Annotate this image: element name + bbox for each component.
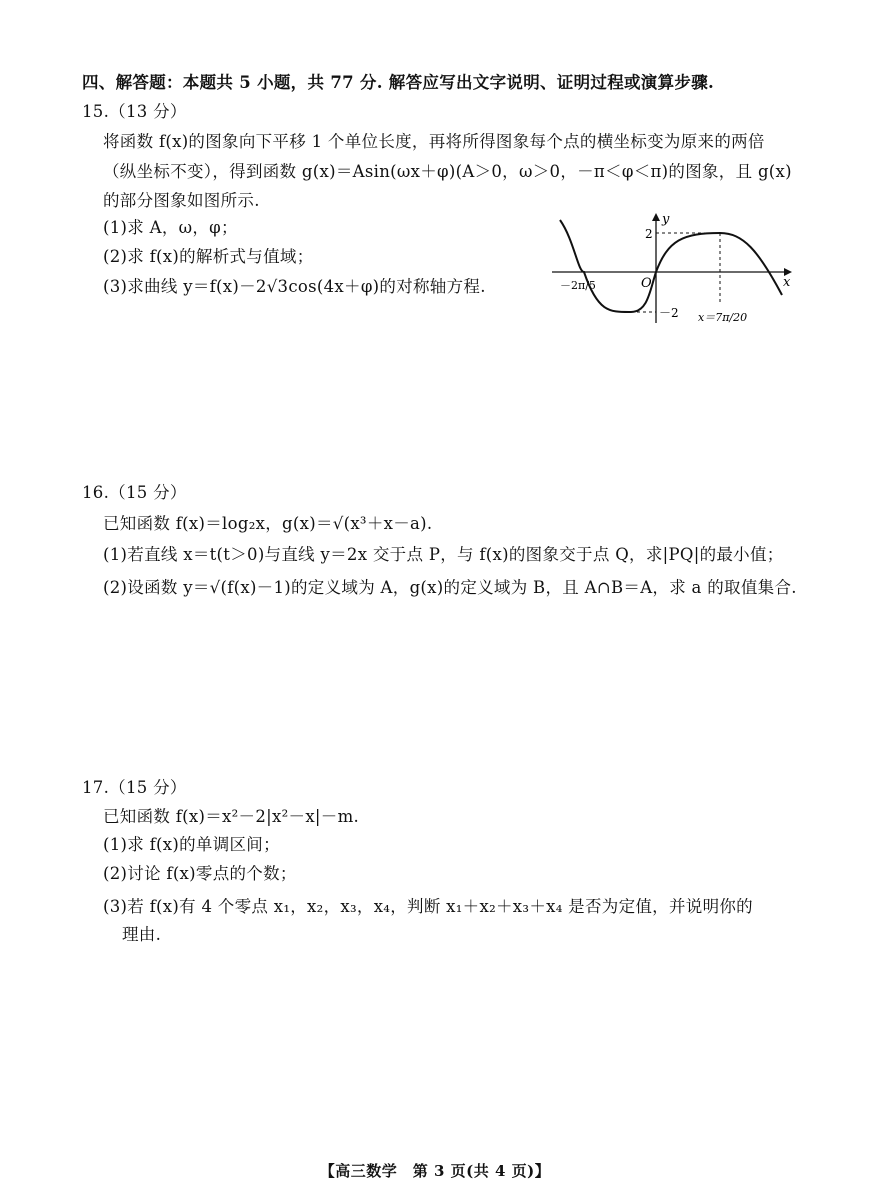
q15-stem-line2: （纵坐标不变），得到函数 g(x)＝Asin(ωx＋φ)(A＞0，ω＞0，－π＜φ＜π)的图象，且 g(x) (103, 162, 792, 181)
q17-part2: (2)讨论 f(x)零点的个数； (103, 864, 297, 883)
q15-number: 15.（13 分） (82, 102, 187, 121)
q16-part1: (1)若直线 x＝t(t＞0)与直线 y＝2x 交于点 P，与 f(x)的图象交于点 Q，求|PQ|的最小值； (103, 545, 784, 564)
q17-part3-continued: 理由. (122, 925, 162, 944)
q16-number: 16.（15 分） (82, 483, 187, 502)
max-value-label: 2 (645, 227, 653, 241)
sine-graph-figure (548, 205, 798, 335)
sine-curve (560, 220, 782, 312)
q17-number: 17.（15 分） (82, 778, 187, 797)
page-footer: 【高三数学 第 3 页(共 4 页)】 (319, 1162, 551, 1180)
q17-part1: (1)求 f(x)的单调区间； (103, 835, 280, 854)
right-x-label: x＝7π/20 (698, 311, 748, 324)
left-zero-label: －2π/5 (560, 279, 596, 292)
q15-part1: (1)求 A，ω，φ； (103, 218, 238, 237)
section-heading: 四、解答题：本题共 5 小题，共 77 分. 解答应写出文字说明、证明过程或演算步骤. (82, 73, 715, 92)
x-axis-label: x (783, 275, 791, 290)
q16-stem: 已知函数 f(x)＝log₂x，g(x)＝√(x³＋x－a). (103, 514, 433, 533)
y-axis-arrow-icon (652, 213, 660, 221)
q16-part2: (2)设函数 y＝√(f(x)－1)的定义域为 A，g(x)的定义域为 B，且 A∩B＝A，求 a 的取值集合. (103, 578, 797, 597)
q15-part2: (2)求 f(x)的解析式与值域； (103, 247, 314, 266)
q15-part3: (3)求曲线 y＝f(x)－2√3cos(4x＋φ)的对称轴方程. (103, 277, 486, 296)
q17-stem: 已知函数 f(x)＝x²－2|x²－x|－m. (103, 807, 360, 826)
q15-stem-line3: 的部分图象如图所示. (103, 191, 260, 210)
min-value-label: －2 (659, 306, 679, 320)
y-axis-label: y (662, 212, 670, 227)
q15-stem-line1: 将函数 f(x)的图象向下平移 1 个单位长度，再将所得图象每个点的横坐标变为原来的两倍 (103, 132, 765, 151)
q17-part3: (3)若 f(x)有 4 个零点 x₁，x₂，x₃，x₄，判断 x₁＋x₂＋x₃＋x₄ 是否为定值，并说明你的 (103, 897, 753, 916)
origin-label: O (641, 276, 652, 291)
